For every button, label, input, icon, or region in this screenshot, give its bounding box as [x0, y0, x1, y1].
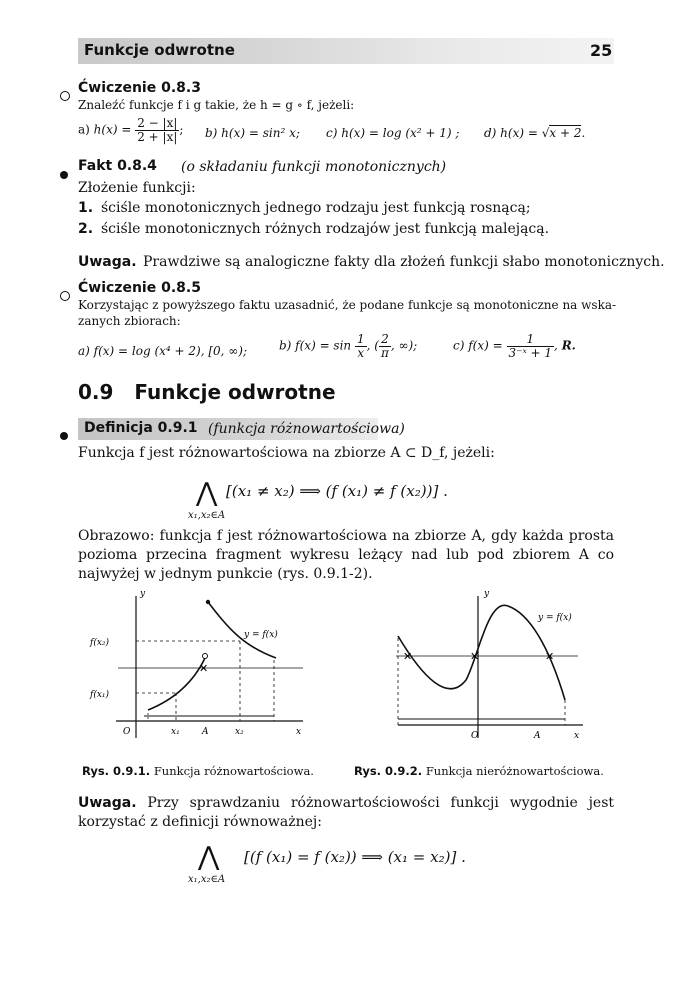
exercise-marker-icon: [60, 86, 70, 105]
exercise-083-title: Ćwiczenie 0.8.3: [78, 80, 201, 96]
fig2-cross-mark-1: ✕: [403, 650, 413, 663]
definition-paragraph: Obrazowo: funkcja f jest różnowartościowa na zbiorze A, gdy każda prosta pozioma przecina fragment wykresu leżący nad lub pod zbiorem A co najwyżej w jednym punkcie (rys. 0.9.1-2).: [78, 528, 614, 582]
fact-084-intro: Złożenie funkcji:: [78, 180, 196, 196]
fig1-open-point: [203, 654, 208, 659]
note-2-formula: [(f (x₁) = f (x₂)) ⟹ (x₁ = x₂)] .: [244, 848, 466, 866]
fig1-origin-label: O: [123, 727, 131, 737]
fig2-x-label: x: [574, 731, 580, 741]
fig1-curve-label: y = f(x): [244, 630, 278, 640]
exercise-085-title: Ćwiczenie 0.8.5: [78, 280, 201, 296]
exercise-085-item-c: c) f(x) = $\frac{1}{\text{3⁻ˣ + 1}}$ , R.: [453, 332, 576, 360]
fig2-y-label: y: [484, 589, 490, 599]
fact-084-item2-number: 2.: [78, 221, 94, 237]
formula-subscript: x₁,x₂∈A: [188, 510, 226, 521]
figure-2: [378, 588, 608, 748]
fig2-curve-label: y = f(x): [538, 613, 572, 623]
fig2-cross-mark-3: ✕: [545, 650, 555, 663]
definition-marker-icon: [60, 425, 68, 444]
definition-091-subtitle: (funkcja różnowartościowa): [208, 421, 405, 437]
exercise-083-item-d: d) h(x) = √x + 2.: [484, 126, 586, 140]
exercise-083-item-c: c) h(x) = log (x² + 1) ;: [326, 126, 460, 140]
definition-formula: [(x₁ ≠ x₂) ⟹ (f (x₁) ≠ f (x₂))] .: [226, 482, 448, 500]
fact-084-item2: ściśle monotonicznych różnych rodzajów jest funkcją malejącą.: [101, 221, 550, 237]
fig2-cross-mark-2: ✕: [470, 650, 480, 663]
formula-2-subscript: x₁,x₂∈A: [188, 874, 226, 885]
exercise-085-item-a: a) f(x) = log (x⁴ + 2), [0, ∞);: [78, 344, 248, 358]
fact-084-subtitle: (o składaniu funkcji monotonicznych): [181, 159, 447, 175]
fig1-cross-mark: ✕: [199, 662, 209, 675]
figure-2-caption: Rys. 0.9.2. Funkcja nieróżnowartościowa.: [354, 764, 604, 778]
big-wedge-symbol-2: ⋀: [198, 842, 220, 872]
definition-091-title: Definicja 0.9.1: [84, 420, 198, 436]
big-wedge-symbol: ⋀: [196, 478, 218, 508]
fact-084-title: Fakt 0.8.4: [78, 158, 157, 174]
page-number: 25: [590, 41, 613, 60]
note-1-text: Prawdziwe są analogiczne fakty dla złożeń funkcji słabo monotonicznych.: [143, 254, 665, 270]
fig1-fx2-label: f(x₂): [90, 638, 110, 648]
definition-091-text: Funkcja f jest różnowartościowa na zbiorze A ⊂ D_f, jeżeli:: [78, 445, 495, 461]
fig1-x2-label: x₂: [235, 727, 244, 737]
note-2-paragraph: Uwaga. Przy sprawdzaniu różnowartościowości funkcji wygodnie jest korzystać z definicji równoważnej:: [78, 795, 615, 830]
exercise-085-line1: Korzystając z powyższego faktu uzasadnić, że podane funkcje są monotoniczne na wska-: [78, 298, 617, 312]
fig1-A-label: A: [202, 727, 209, 737]
fact-marker-icon: [60, 164, 68, 183]
exercise-083-item-b: b) h(x) = sin² x;: [205, 126, 300, 140]
figure-1-caption: Rys. 0.9.1. Funkcja różnowartościowa.: [82, 764, 314, 778]
fig1-closed-point: [206, 600, 210, 604]
exercise-083-item-a: a) h(x) = $\frac{2 - |x|}{2 + |x|}$ ;: [78, 116, 184, 144]
fact-084-item1: ściśle monotonicznych jednego rodzaju jest funkcją rosnącą;: [101, 200, 531, 216]
note-1-label: Uwaga.: [78, 254, 137, 270]
fig1-x-label: x: [296, 727, 302, 737]
fig1-curve-left: [148, 658, 205, 710]
exercise-marker-icon: [60, 286, 70, 305]
exercise-085-item-b: b) f(x) = sin $\frac{1}{x}$ , ( $\frac{2}{\pi}$ , ∞);: [279, 332, 418, 360]
fig2-origin-label: O: [471, 731, 479, 741]
running-title: Funkcje odwrotne: [84, 41, 235, 59]
figure-1: [78, 588, 318, 748]
fig1-y-label: y: [140, 589, 146, 599]
fig2-A-label: A: [534, 731, 541, 741]
section-title: 0.9 Funkcje odwrotne: [78, 380, 336, 404]
exercise-085-line2: zanych zbiorach:: [78, 314, 181, 328]
fig1-x1-label: x₁: [171, 727, 180, 737]
fact-084-item1-number: 1.: [78, 200, 94, 216]
exercise-083-task: Znaleźć funkcje f i g takie, że h = g ∘ f, jeżeli:: [78, 98, 355, 112]
fig1-fx1-label: f(x₁): [90, 690, 110, 700]
